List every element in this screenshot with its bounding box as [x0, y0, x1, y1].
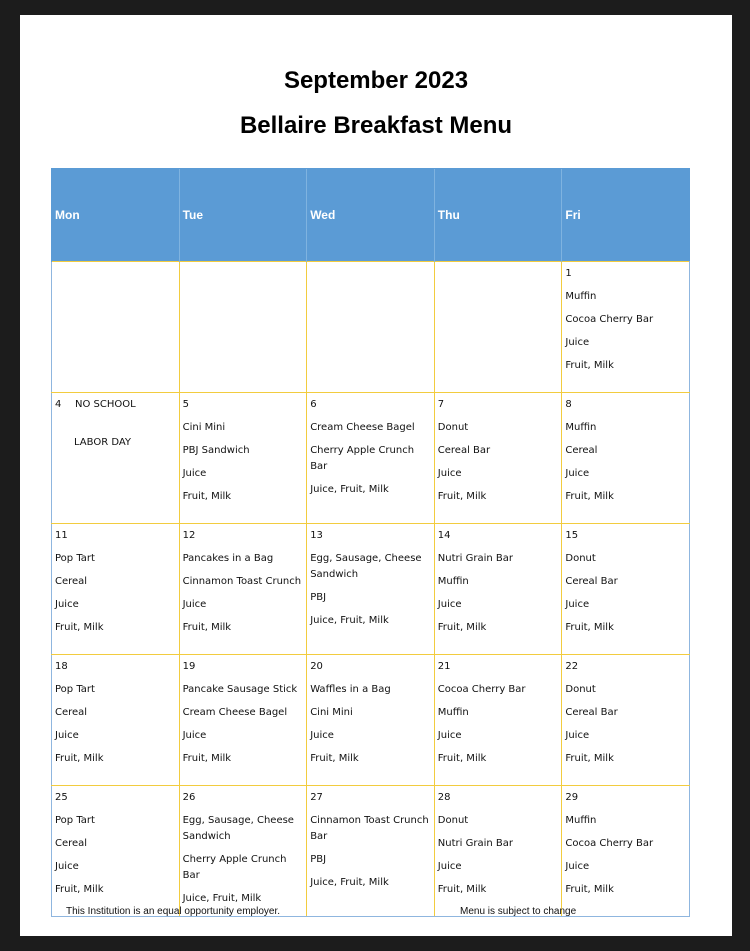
menu-item: Juice — [565, 730, 590, 741]
day-cell-tue — [179, 393, 307, 524]
menu-item: Juice — [55, 730, 79, 741]
menu-item: Cini Mini — [182, 422, 226, 433]
menu-page — [20, 15, 732, 936]
menu-item: Fruit, Milk — [565, 753, 614, 764]
menu-item: Cream Cheese Bagel — [310, 422, 415, 433]
header-wed: Wed — [307, 169, 435, 262]
day-cell-fri — [562, 786, 690, 917]
menu-item: Juice — [437, 599, 462, 610]
day-cell-thu — [434, 786, 562, 917]
week-row — [52, 655, 690, 786]
menu-item: Pancake Sausage Stick — [182, 684, 298, 695]
day-number: 8 — [565, 399, 572, 410]
no-school-note: NO SCHOOL — [75, 399, 136, 410]
menu-item: Juice — [437, 861, 462, 872]
header-tue: Tue — [179, 169, 307, 262]
menu-item: Donut — [437, 422, 469, 433]
menu-item: Fruit, Milk — [565, 884, 614, 895]
day-number: 18 — [55, 661, 68, 672]
menu-item: PBJ — [310, 854, 327, 865]
day-number: 4 — [55, 399, 62, 410]
footer-subject-to-change: Menu is subject to change — [460, 906, 577, 917]
menu-item: Fruit, Milk — [565, 622, 614, 633]
menu-item: Juice — [55, 861, 79, 872]
footer-equal-opportunity: This Institution is an equal opportunity employer. — [66, 906, 281, 917]
menu-item: Cocoa Cherry Bar — [437, 684, 526, 695]
menu-item: Pop Tart — [55, 684, 95, 695]
menu-item: Fruit, Milk — [55, 753, 104, 764]
day-cell-wed — [307, 655, 435, 786]
day-number: 14 — [437, 530, 451, 541]
header-row — [52, 169, 690, 262]
menu-item: Donut — [565, 684, 596, 695]
menu-item: Fruit, Milk — [55, 884, 104, 895]
day-cell-fri — [562, 393, 690, 524]
menu-item: Cereal — [55, 838, 88, 849]
day-number: 11 — [55, 530, 68, 541]
week-row — [52, 524, 690, 655]
day-number: 15 — [565, 530, 579, 541]
menu-item: Juice, Fruit, Milk — [310, 877, 389, 888]
day-number: 7 — [437, 399, 445, 410]
menu-item: Muffin — [565, 815, 597, 826]
menu-item: Egg, Sausage, Cheese Sandwich — [310, 553, 422, 580]
menu-item: Egg, Sausage, Cheese Sandwich — [182, 815, 294, 842]
menu-item: Fruit, Milk — [437, 753, 487, 764]
menu-item: Fruit, Milk — [437, 884, 487, 895]
holiday-label: LABOR DAY — [74, 437, 132, 448]
menu-item: Cinnamon Toast Crunch Bar — [310, 815, 429, 842]
day-cell-tue — [179, 524, 307, 655]
menu-item: PBJ Sandwich — [182, 445, 250, 456]
day-cell-mon — [52, 262, 180, 393]
day-cell-mon — [52, 786, 180, 917]
menu-item: Juice, Fruit, Milk — [310, 484, 389, 495]
menu-item: Juice — [182, 730, 207, 741]
menu-item: Fruit, Milk — [55, 622, 104, 633]
menu-item: Cocoa Cherry Bar — [565, 838, 654, 849]
menu-item: Juice — [437, 730, 462, 741]
menu-item: Nutri Grain Bar — [437, 838, 513, 849]
menu-item: Pancakes in a Bag — [182, 553, 274, 564]
page-title-month: September 2023 — [283, 67, 469, 94]
day-number: 22 — [565, 661, 579, 672]
menu-item: Fruit, Milk — [565, 491, 614, 502]
day-number: 6 — [310, 399, 317, 410]
menu-item: Cereal — [55, 707, 88, 718]
menu-item: Juice — [565, 468, 590, 479]
header-mon: Mon — [52, 169, 180, 262]
menu-item: Fruit, Milk — [182, 622, 232, 633]
menu-item: Fruit, Milk — [437, 622, 487, 633]
menu-item: Donut — [437, 815, 469, 826]
day-number: 26 — [182, 792, 196, 803]
menu-item: Fruit, Milk — [182, 753, 232, 764]
menu-item: Muffin — [565, 422, 597, 433]
day-cell-thu — [434, 262, 562, 393]
menu-item: Juice — [565, 599, 590, 610]
day-cell-wed — [307, 262, 435, 393]
week-row — [52, 786, 690, 917]
menu-item: Juice — [182, 468, 207, 479]
menu-item: Juice — [565, 337, 590, 348]
day-cell-thu — [434, 393, 562, 524]
day-number: 27 — [310, 792, 323, 803]
menu-item: Juice — [55, 599, 79, 610]
day-cell-thu — [434, 524, 562, 655]
day-number: 1 — [565, 268, 572, 279]
day-cell-mon — [52, 655, 180, 786]
menu-item: Muffin — [437, 707, 469, 718]
menu-item: Pop Tart — [55, 815, 95, 826]
menu-item: Juice — [310, 730, 334, 741]
menu-item: Juice, Fruit, Milk — [182, 893, 262, 904]
menu-item: Fruit, Milk — [182, 491, 232, 502]
day-cell-wed — [307, 786, 435, 917]
day-cell-mon — [52, 393, 180, 524]
day-cell-tue — [179, 262, 307, 393]
menu-item: Cereal — [565, 445, 598, 456]
day-number: 25 — [55, 792, 68, 803]
day-number: 20 — [310, 661, 323, 672]
day-cell-fri — [562, 524, 690, 655]
page-title-menu: Bellaire Breakfast Menu — [239, 112, 513, 139]
menu-item: Juice — [437, 468, 462, 479]
menu-item: Muffin — [565, 291, 597, 302]
menu-item: Cereal Bar — [437, 445, 491, 456]
menu-item: Cini Mini — [310, 707, 353, 718]
menu-item: Nutri Grain Bar — [437, 553, 513, 564]
menu-item: Fruit, Milk — [310, 753, 359, 764]
day-cell-tue — [179, 786, 307, 917]
menu-item: Cinnamon Toast Crunch — [182, 576, 302, 587]
day-number: 13 — [310, 530, 323, 541]
day-cell-thu — [434, 655, 562, 786]
menu-item: Fruit, Milk — [437, 491, 487, 502]
day-number: 29 — [565, 792, 579, 803]
day-cell-fri — [562, 655, 690, 786]
day-number: 21 — [437, 661, 451, 672]
week-row — [52, 262, 690, 393]
day-cell-tue — [179, 655, 307, 786]
menu-item: Cereal — [55, 576, 88, 587]
menu-item: Cereal Bar — [565, 707, 618, 718]
day-cell-mon — [52, 524, 180, 655]
menu-item: Juice, Fruit, Milk — [310, 615, 389, 626]
menu-item: Juice — [182, 599, 207, 610]
day-cell-wed — [307, 524, 435, 655]
menu-item: Waffles in a Bag — [310, 684, 391, 695]
menu-item: Juice — [565, 861, 590, 872]
menu-item: Muffin — [437, 576, 469, 587]
day-cell-wed — [307, 393, 435, 524]
menu-item: PBJ — [310, 592, 327, 603]
day-number: 5 — [182, 399, 189, 410]
day-number: 12 — [182, 530, 196, 541]
week-row — [52, 393, 690, 524]
day-cell-fri — [562, 262, 690, 393]
menu-item: Fruit, Milk — [565, 360, 614, 371]
menu-item: Cream Cheese Bagel — [182, 707, 288, 718]
day-number: 19 — [182, 661, 196, 672]
menu-item: Cereal Bar — [565, 576, 618, 587]
header-fri: Fri — [562, 169, 690, 262]
header-thu: Thu — [434, 169, 562, 262]
menu-item: Donut — [565, 553, 596, 564]
menu-item: Cocoa Cherry Bar — [565, 314, 654, 325]
breakfast-calendar-table — [51, 168, 690, 917]
calendar-body — [52, 262, 690, 917]
menu-item: Cherry Apple Crunch Bar — [182, 854, 287, 881]
day-number: 28 — [437, 792, 451, 803]
menu-item: Pop Tart — [55, 553, 95, 564]
menu-item: Cherry Apple Crunch Bar — [310, 445, 415, 472]
